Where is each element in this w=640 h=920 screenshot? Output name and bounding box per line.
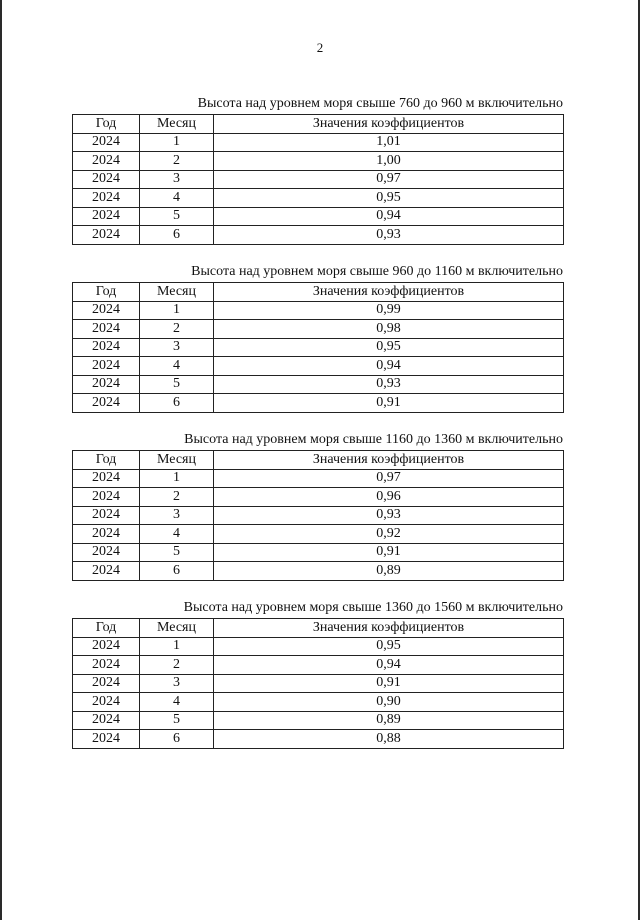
- cell-month: 6: [140, 730, 214, 749]
- table-row: [73, 469, 564, 488]
- cell-value: 0,98: [214, 320, 564, 339]
- cell-year: 2024: [73, 207, 140, 226]
- cell-value: 0,97: [214, 170, 564, 189]
- cell-month: 1: [140, 637, 214, 656]
- table-row: [73, 170, 564, 189]
- cell-month: 3: [140, 506, 214, 525]
- cell-value: 0,91: [214, 543, 564, 562]
- header-month: Месяц: [140, 619, 214, 638]
- cell-month: 2: [140, 656, 214, 675]
- cell-year: 2024: [73, 301, 140, 320]
- cell-year: 2024: [73, 338, 140, 357]
- cell-value: 0,88: [214, 730, 564, 749]
- cell-month: 6: [140, 562, 214, 581]
- table-row: [73, 525, 564, 544]
- cell-year: 2024: [73, 469, 140, 488]
- cell-month: 3: [140, 170, 214, 189]
- cell-value: 0,93: [214, 375, 564, 394]
- cell-value: 1,01: [214, 133, 564, 152]
- table-row: [73, 394, 564, 413]
- section-title: Высота над уровнем моря свыше 1160 до 1360 м включительно: [184, 432, 563, 447]
- cell-year: 2024: [73, 488, 140, 507]
- coefficient-table: [72, 282, 564, 413]
- cell-year: 2024: [73, 394, 140, 413]
- cell-year: 2024: [73, 637, 140, 656]
- table-row: [73, 357, 564, 376]
- cell-month: 5: [140, 207, 214, 226]
- header-row: [73, 283, 564, 302]
- table-row: [73, 152, 564, 171]
- table-row: [73, 506, 564, 525]
- cell-year: 2024: [73, 506, 140, 525]
- table-row: [73, 674, 564, 693]
- cell-value: 0,93: [214, 226, 564, 245]
- table-row: [73, 543, 564, 562]
- cell-value: 0,96: [214, 488, 564, 507]
- cell-year: 2024: [73, 357, 140, 376]
- table-row: [73, 730, 564, 749]
- table-row: [73, 226, 564, 245]
- cell-value: 0,95: [214, 189, 564, 208]
- cell-month: 6: [140, 394, 214, 413]
- section-title: Высота над уровнем моря свыше 960 до 1160 м включительно: [191, 264, 563, 279]
- table-row: [73, 338, 564, 357]
- cell-year: 2024: [73, 711, 140, 730]
- header-year: Год: [73, 451, 140, 470]
- header-year: Год: [73, 619, 140, 638]
- cell-year: 2024: [73, 320, 140, 339]
- page-number: 2: [316, 40, 324, 55]
- header-month: Месяц: [140, 115, 214, 134]
- header-value: Значения коэффициентов: [214, 115, 564, 134]
- cell-year: 2024: [73, 730, 140, 749]
- header-row: [73, 619, 564, 638]
- cell-month: 1: [140, 469, 214, 488]
- cell-value: 1,00: [214, 152, 564, 171]
- cell-year: 2024: [73, 152, 140, 171]
- cell-value: 0,95: [214, 338, 564, 357]
- cell-value: 0,91: [214, 394, 564, 413]
- cell-year: 2024: [73, 189, 140, 208]
- cell-value: 0,90: [214, 693, 564, 712]
- cell-year: 2024: [73, 562, 140, 581]
- table-row: [73, 189, 564, 208]
- section-title: Высота над уровнем моря свыше 760 до 960 м включительно: [197, 96, 563, 111]
- table-row: [73, 562, 564, 581]
- header-month: Месяц: [140, 283, 214, 302]
- cell-value: 0,94: [214, 357, 564, 376]
- header-value: Значения коэффициентов: [214, 619, 564, 638]
- header-year: Год: [73, 283, 140, 302]
- table-row: [73, 711, 564, 730]
- cell-month: 1: [140, 301, 214, 320]
- cell-month: 4: [140, 189, 214, 208]
- coefficient-table: [72, 450, 564, 581]
- cell-value: 0,92: [214, 525, 564, 544]
- cell-year: 2024: [73, 693, 140, 712]
- table-row: [73, 375, 564, 394]
- table-row: [73, 301, 564, 320]
- table-row: [73, 488, 564, 507]
- header-value: Значения коэффициентов: [214, 451, 564, 470]
- table-row: [73, 637, 564, 656]
- cell-year: 2024: [73, 525, 140, 544]
- cell-month: 5: [140, 711, 214, 730]
- section-title: Высота над уровнем моря свыше 1360 до 1560 м включительно: [183, 600, 563, 615]
- cell-year: 2024: [73, 656, 140, 675]
- cell-month: 4: [140, 525, 214, 544]
- cell-value: 0,93: [214, 506, 564, 525]
- cell-month: 2: [140, 320, 214, 339]
- header-year: Год: [73, 115, 140, 134]
- cell-value: 0,91: [214, 674, 564, 693]
- cell-month: 5: [140, 543, 214, 562]
- cell-month: 4: [140, 357, 214, 376]
- coefficient-table: [72, 618, 564, 749]
- cell-value: 0,89: [214, 711, 564, 730]
- table-row: [73, 320, 564, 339]
- cell-value: 0,89: [214, 562, 564, 581]
- cell-value: 0,94: [214, 207, 564, 226]
- cell-month: 2: [140, 152, 214, 171]
- coefficient-table: [72, 114, 564, 245]
- cell-year: 2024: [73, 170, 140, 189]
- cell-year: 2024: [73, 226, 140, 245]
- table-row: [73, 207, 564, 226]
- header-row: [73, 115, 564, 134]
- cell-year: 2024: [73, 543, 140, 562]
- header-value: Значения коэффициентов: [214, 283, 564, 302]
- cell-value: 0,95: [214, 637, 564, 656]
- cell-year: 2024: [73, 133, 140, 152]
- cell-month: 4: [140, 693, 214, 712]
- cell-value: 0,94: [214, 656, 564, 675]
- cell-month: 1: [140, 133, 214, 152]
- table-row: [73, 693, 564, 712]
- cell-year: 2024: [73, 375, 140, 394]
- page-border-left: [0, 0, 2, 920]
- cell-month: 3: [140, 338, 214, 357]
- header-row: [73, 451, 564, 470]
- cell-month: 6: [140, 226, 214, 245]
- cell-month: 2: [140, 488, 214, 507]
- cell-month: 3: [140, 674, 214, 693]
- cell-value: 0,97: [214, 469, 564, 488]
- table-row: [73, 656, 564, 675]
- cell-year: 2024: [73, 674, 140, 693]
- header-month: Месяц: [140, 451, 214, 470]
- table-row: [73, 133, 564, 152]
- cell-month: 5: [140, 375, 214, 394]
- cell-value: 0,99: [214, 301, 564, 320]
